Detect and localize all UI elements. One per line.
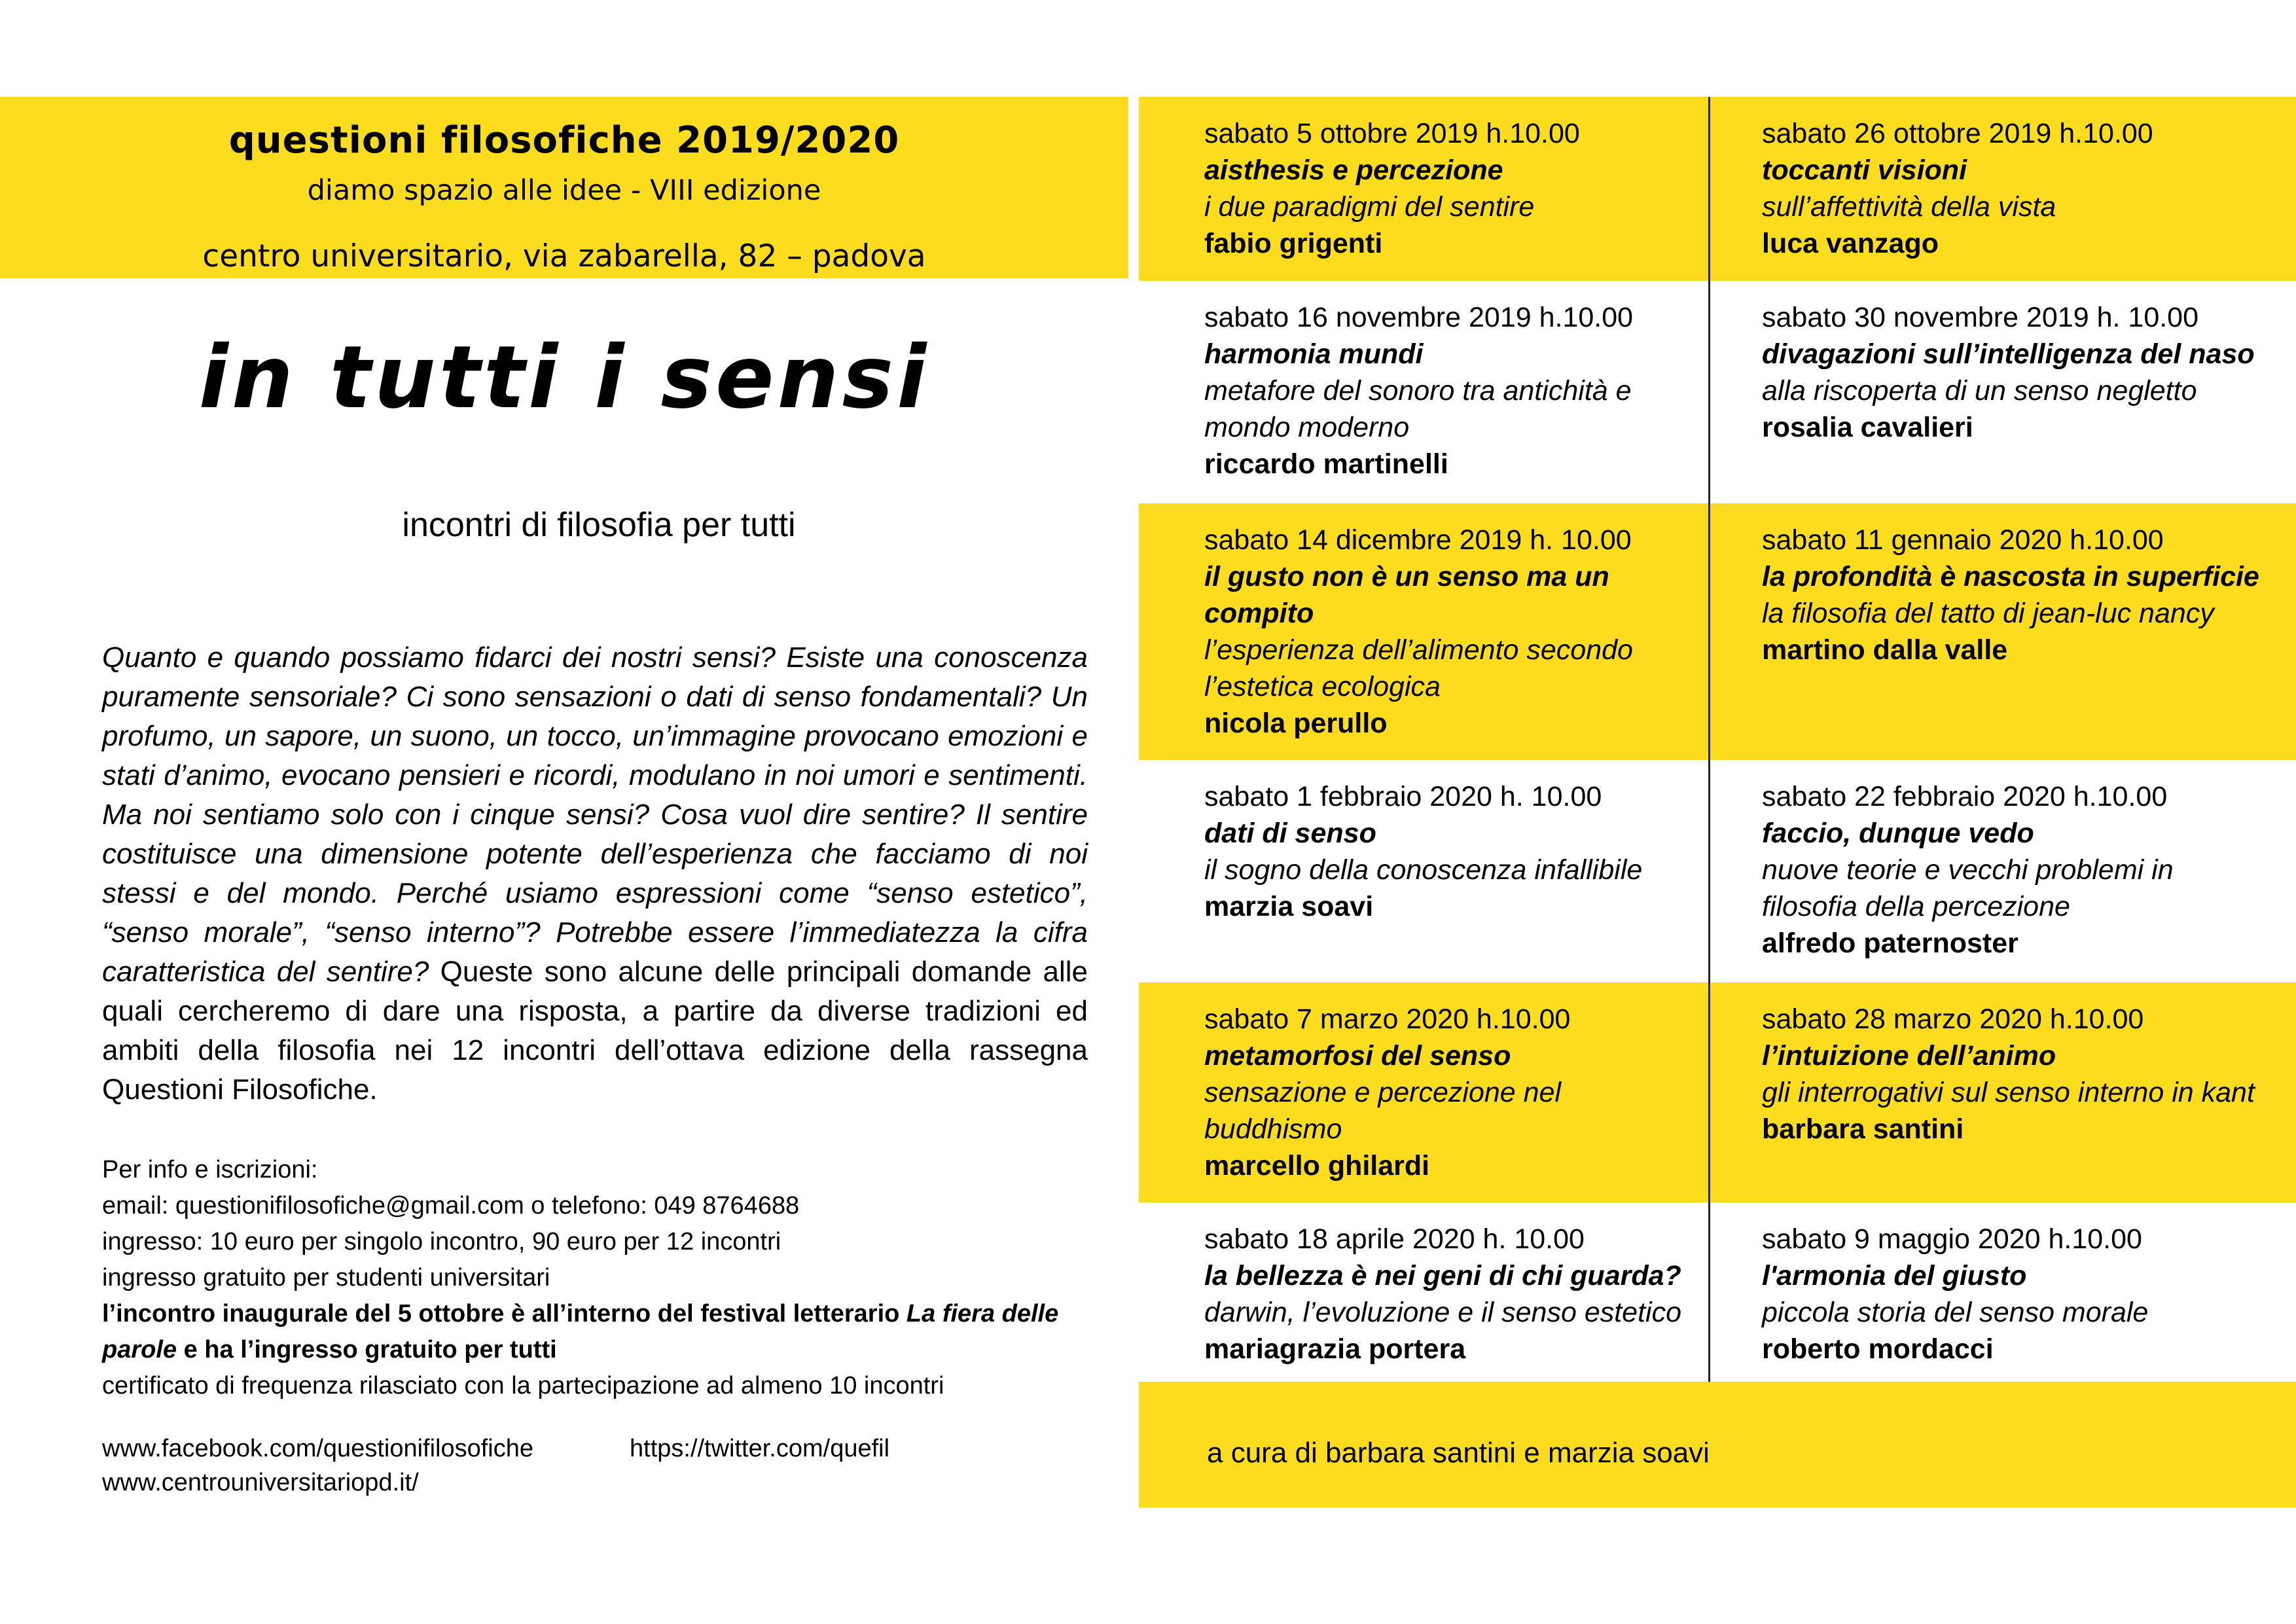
event-subtitle: gli interrogativi sul senso interno in kant <box>1762 1077 2255 1108</box>
event-subtitle: alla riscoperta di un senso negletto <box>1762 375 2197 406</box>
event-speaker: martino dalla valle <box>1762 634 2008 666</box>
facebook-link[interactable]: www.facebook.com/questionifilosofiche <box>102 1435 534 1462</box>
event-title: la profondità è nascosta in superficie <box>1762 561 2259 592</box>
event-title: harmonia mundi <box>1204 338 1424 370</box>
inaugural-text-a: l’incontro inaugurale del 5 ottobre è all’interno del festival letterario <box>102 1300 906 1327</box>
schedule-row <box>1139 281 2296 503</box>
event-card <box>1204 1221 1702 1367</box>
event-date: sabato 9 maggio 2020 h.10.00 <box>1762 1223 2142 1255</box>
event-speaker: marcello ghilardi <box>1204 1150 1430 1182</box>
event-title: faccio, dunque vedo <box>1762 818 2034 849</box>
event-card <box>1204 299 1702 482</box>
event-date: sabato 26 ottobre 2019 h.10.00 <box>1762 118 2153 149</box>
event-subtitle: i due paradigmi del sentire <box>1204 191 1535 223</box>
twitter-link[interactable]: https://twitter.com/quefil <box>630 1435 890 1462</box>
fee-line: ingresso: 10 euro per singolo incontro, 90 euro per 12 incontri <box>102 1228 781 1255</box>
event-speaker: riccardo martinelli <box>1204 448 1448 480</box>
event-speaker: roberto mordacci <box>1762 1333 1994 1365</box>
event-speaker: mariagrazia portera <box>1204 1333 1466 1365</box>
event-date: sabato 30 novembre 2019 h. 10.00 <box>1762 302 2199 333</box>
event-speaker: alfredo paternoster <box>1762 928 2018 959</box>
event-card <box>1204 1001 1702 1184</box>
event-date: sabato 28 marzo 2020 h.10.00 <box>1762 1003 2144 1035</box>
event-card <box>1762 778 2259 962</box>
event-speaker: nicola perullo <box>1204 708 1388 739</box>
page-title: in tutti i sensi <box>198 327 930 428</box>
website-link[interactable]: www.centrouniversitariopd.it/ <box>102 1469 419 1496</box>
event-card <box>1762 299 2259 446</box>
curators: a cura di barbara santini e marzia soavi <box>1207 1437 1710 1469</box>
schedule-row <box>1139 503 2296 760</box>
series-title: questioni filosofiche 2019/2020 <box>228 119 900 162</box>
event-card <box>1762 1221 2259 1367</box>
inaugural-note <box>102 1296 1088 1368</box>
event-title: aisthesis e percezione <box>1204 154 1503 186</box>
event-speaker: rosalia cavalieri <box>1762 412 1973 443</box>
event-speaker: luca vanzago <box>1762 228 1939 259</box>
event-title: dati di senso <box>1204 818 1376 849</box>
event-speaker: fabio grigenti <box>1204 228 1383 259</box>
event-date: sabato 7 marzo 2020 h.10.00 <box>1204 1003 1571 1035</box>
event-card <box>1762 115 2259 262</box>
festival-name: La fiera delle parole <box>102 1300 1059 1363</box>
contact-line: email: questionifilosofiche@gmail.com o telefono: 049 8764688 <box>102 1192 800 1219</box>
event-title: divagazioni sull’intelligenza del naso <box>1762 338 2255 370</box>
header-banner <box>0 97 1128 278</box>
event-date: sabato 18 aprile 2020 h. 10.00 <box>1204 1223 1585 1255</box>
schedule-grid <box>1139 97 2296 1382</box>
event-subtitle: nuove teorie e vecchi problemi in filosofia della percezione <box>1762 854 2174 922</box>
event-card <box>1204 522 1702 742</box>
event-card <box>1762 1001 2259 1147</box>
event-title: la bellezza è nei geni di chi guarda? <box>1204 1260 1681 1291</box>
intro-questions: Quanto e quando possiamo fidarci dei nostri sensi? Esiste una conoscenza puramente sensoriale? Ci sono sensazioni o dati di senso fondamentali? Un profumo, un sapore, un suono, un tocco, un’immagine provocano emozioni e stati d’animo, evocano pensieri e ricordi, modulano in noi umori e sentimenti. Ma noi sentiamo solo con i cinque sensi? Cosa vuol dire sentire? Il sentire costituisce una dimensione potente dell’esperienza che facciamo di noi stessi e del mondo. Perché usiamo espressioni come “senso estetico”, “senso morale”, “senso interno”? Potrebbe essere l’immediatezza la cifra caratteristica del sentire? <box>102 641 1088 988</box>
schedule-row <box>1139 760 2296 983</box>
event-date: sabato 5 ottobre 2019 h.10.00 <box>1204 118 1580 149</box>
event-subtitle: metafore del sonoro tra antichità e mondo moderno <box>1204 375 1632 443</box>
event-subtitle: sensazione e percezione nel buddhismo <box>1204 1077 1562 1145</box>
links-section <box>102 1432 1088 1500</box>
event-card <box>1204 778 1702 925</box>
series-subtitle: diamo spazio alle idee - VIII edizione <box>307 174 821 207</box>
schedule-row <box>1139 983 2296 1202</box>
certificate-line: certificato di frequenza rilasciato con la partecipazione ad almeno 10 incontri <box>102 1372 944 1399</box>
intro-text <box>102 638 1088 1110</box>
event-date: sabato 14 dicembre 2019 h. 10.00 <box>1204 524 1632 556</box>
inaugural-text-b: e ha l’ingresso gratuito per tutti <box>177 1336 557 1363</box>
info-section <box>102 1152 1088 1404</box>
event-subtitle: l’esperienza dell’alimento secondo l’estetica ecologica <box>1204 634 1633 702</box>
schedule-row <box>1139 97 2296 281</box>
event-date: sabato 1 febbraio 2020 h. 10.00 <box>1204 781 1602 812</box>
curators-banner <box>1139 1382 2296 1507</box>
event-subtitle: piccola storia del senso morale <box>1762 1297 2149 1328</box>
event-date: sabato 22 febbraio 2020 h.10.00 <box>1762 781 2168 812</box>
intro-statement: Queste sono alcune delle principali domande alle quali cercheremo di dare una risposta, a partire da diverse tradizioni ed ambiti della filosofia nei 12 incontri dell’ottava edizione della rassegna Questioni Filosofiche. <box>102 956 1088 1106</box>
event-subtitle: il sogno della conoscenza infallibile <box>1204 854 1643 886</box>
students-line: ingresso gratuito per studenti universitari <box>102 1264 550 1291</box>
schedule-row <box>1139 1202 2296 1382</box>
event-subtitle: sull’affettività della vista <box>1762 191 2056 223</box>
venue: centro universitario, via zabarella, 82 – padova <box>202 238 926 274</box>
event-date: sabato 11 gennaio 2020 h.10.00 <box>1762 524 2164 556</box>
event-title: l'armonia del giusto <box>1762 1260 2027 1291</box>
event-title: il gusto non è un senso ma un compito <box>1204 561 1609 629</box>
event-card <box>1762 522 2259 668</box>
event-subtitle: la filosofia del tatto di jean-luc nancy <box>1762 598 2214 629</box>
event-title: toccanti visioni <box>1762 154 1967 186</box>
info-heading: Per info e iscrizioni: <box>102 1156 318 1183</box>
event-title: metamorfosi del senso <box>1204 1040 1511 1072</box>
event-speaker: marzia soavi <box>1204 891 1374 922</box>
event-speaker: barbara santini <box>1762 1113 1964 1145</box>
event-title: l’intuizione dell’animo <box>1762 1040 2056 1072</box>
column-divider <box>1708 97 1710 1382</box>
event-date: sabato 16 novembre 2019 h.10.00 <box>1204 302 1634 333</box>
event-card <box>1204 115 1702 262</box>
tagline: incontri di filosofia per tutti <box>402 506 796 544</box>
event-subtitle: darwin, l’evoluzione e il senso estetico <box>1204 1297 1682 1328</box>
